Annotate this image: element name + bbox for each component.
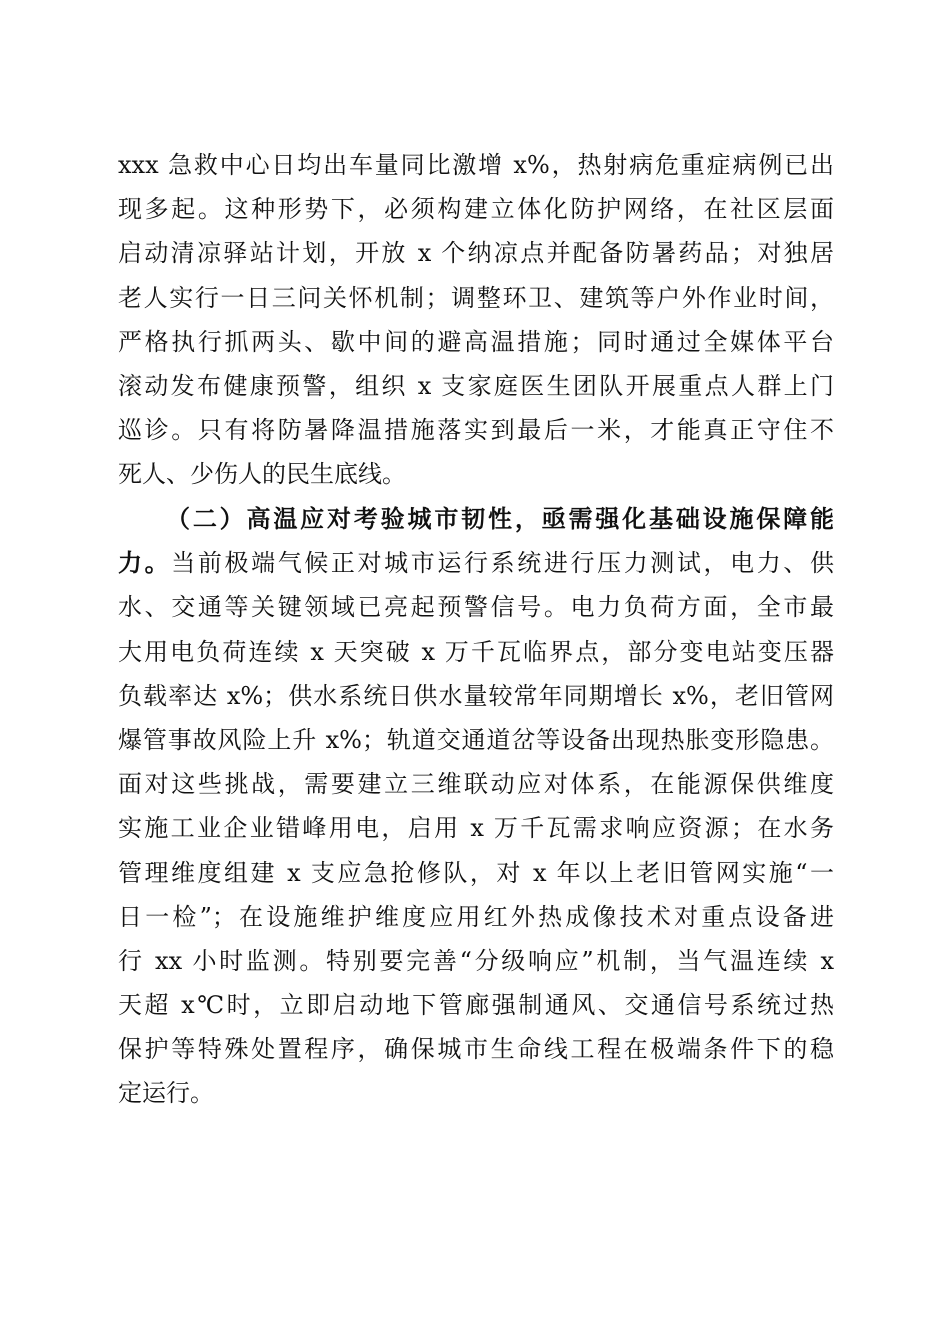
text-line: 保护等特殊处置程序，确保城市生命线工程在极端条件下的稳 (118, 1035, 834, 1064)
text-line: 天超 x℃时，立即启动地下管廊强制通风、交通信号系统过热 (118, 991, 834, 1020)
text-line: 严格执行抓两头、歇中间的避高温措施；同时通过全媒体平台 (118, 327, 834, 356)
text-line: 负载率达 x%；供水系统日供水量较常年同期增长 x%，老旧管网 (118, 681, 834, 710)
section-heading-end: 力。 (118, 548, 172, 578)
text-line: 大用电负荷连续 x 天突破 x 万千瓦临界点，部分变电站变压器 (118, 637, 834, 666)
text-line: 管理维度组建 x 支应急抢修队，对 x 年以上老旧管网实施“一 (118, 858, 834, 887)
paragraph-public-health (118, 143, 834, 497)
text-line (118, 541, 834, 585)
paragraph-infrastructure (118, 497, 834, 1116)
text-line: 滚动发布健康预警，组织 x 支家庭医生团队开展重点人群上门 (118, 371, 834, 400)
text-line: 日一检”；在设施维护维度应用红外热成像技术对重点设备进 (118, 902, 834, 931)
text-line: 行 xx 小时监测。特别要完善“分级响应”机制，当气温连续 x (118, 946, 834, 975)
text-line: 启动清凉驿站计划，开放 x 个纳凉点并配备防暑药品；对独居 (118, 239, 834, 268)
text-line: xxx 急救中心日均出车量同比激增 x%，热射病危重症病例已出 (118, 151, 834, 179)
text-line: 死人、少伤人的民生底线。 (118, 460, 406, 489)
text-line: 现多起。这种形势下，必须构建立体化防护网络，在社区层面 (118, 195, 834, 224)
text-line: 巡诊。只有将防暑降温措施落实到最后一米，才能真正守住不 (118, 416, 834, 445)
text-line: 爆管事故风险上升 x%；轨道交通道岔等设备出现热胀变形隐患。 (118, 725, 834, 754)
text-line: 定运行。 (118, 1079, 214, 1108)
text-line: 面对这些挑战，需要建立三维联动应对体系，在能源保供维度 (118, 770, 834, 799)
text-line: 实施工业企业错峰用电，启用 x 万千瓦需求响应资源；在水务 (118, 814, 834, 843)
text-line: 水、交通等关键领域已亮起预警信号。电力负荷方面，全市最 (118, 593, 834, 622)
text-line: 老人实行一日三问关怀机制；调整环卫、建筑等户外作业时间， (118, 283, 834, 312)
section-heading: （二）高温应对考验城市韧性，亟需强化基础设施保障能 (166, 504, 834, 533)
text-line-rest: 当前极端气候正对城市运行系统进行压力测试，电力、供 (171, 549, 835, 578)
